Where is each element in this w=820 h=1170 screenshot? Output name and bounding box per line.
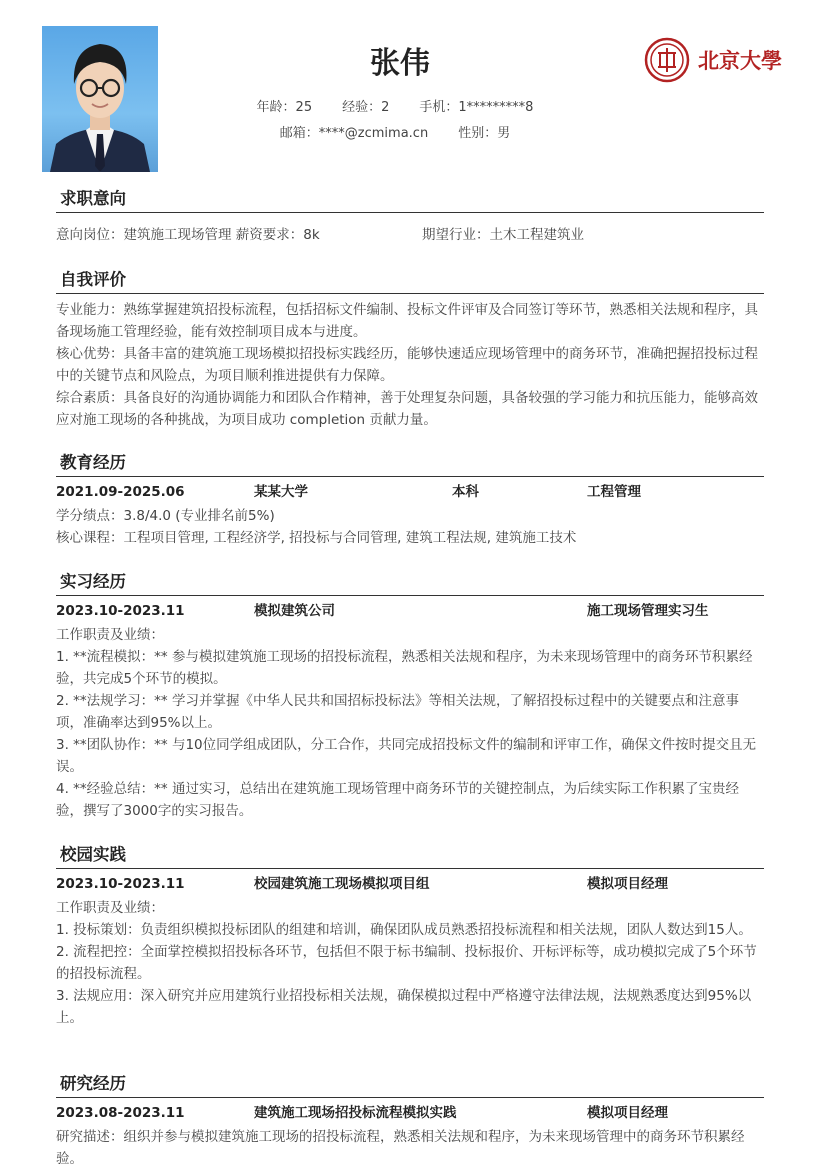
- education-period: 2021.09-2025.06: [56, 484, 185, 500]
- self-eval-paragraph: 核心优势：具备丰富的建筑施工现场模拟招投标实践经历，能够快速适应现场管理中的商务环节，准确把握招投标过程中的关键节点和风险点，为项目顺利推进提供有力保障。: [56, 346, 758, 384]
- research-project: 建筑施工现场招投标流程模拟实践: [254, 1105, 457, 1121]
- experience-label: 经验：: [342, 100, 382, 115]
- internship-role: 施工现场管理实习生: [587, 603, 709, 619]
- education-courses: 核心课程：工程项目管理, 工程经济学, 招投标与合同管理, 建筑工程法规, 建筑施工技术: [56, 530, 577, 546]
- campus-entry-header: [56, 872, 764, 896]
- campus-line: 1. 投标策划：负责组织模拟投标团队的组建和培训，确保团队成员熟悉招投标流程和相关法规，团队人数达到15人。: [56, 922, 752, 938]
- age-value: 25: [295, 100, 313, 115]
- candidate-name: 张伟: [370, 46, 430, 81]
- email-value: ****@zcmima.cn: [318, 126, 429, 141]
- self-eval-paragraph: 专业能力：熟练掌握建筑招投标流程，包括招标文件编制、投标文件评审及合同签订等环节，熟悉相关法规和程序，具备现场施工管理经验，能有效控制项目成本与进度。: [56, 302, 758, 340]
- internship-company: 模拟建筑公司: [254, 603, 335, 619]
- campus-line: 3. 法规应用：深入研究并应用建筑行业招投标相关法规，确保模拟过程中严格遵守法律法规，法规熟悉度达到95%以上。: [56, 988, 752, 1026]
- self-eval-paragraph: 综合素质：具备良好的沟通协调能力和团队合作精神，善于处理复杂问题，具备较强的学习能力和抗压能力，能够高效应对施工现场的各种挑战，为项目成功 completion 贡献力量。: [56, 390, 758, 428]
- campus-line: 2. 流程把控：全面掌控模拟招投标各环节，包括但不限于标书编制、投标报价、开标评标等，成功模拟完成了5个环节的招投标流程。: [56, 944, 757, 982]
- research-section: [56, 1072, 764, 1170]
- education-section: [56, 451, 764, 549]
- intent-position-salary: 意向岗位：建筑施工现场管理 薪资要求：8k: [56, 227, 320, 243]
- internship-title: 实习经历: [56, 570, 764, 596]
- self-evaluation-title: 自我评价: [56, 268, 764, 294]
- education-details: [56, 505, 764, 549]
- gender-value: 男: [497, 126, 511, 141]
- job-intent-row: [56, 224, 764, 246]
- self-evaluation-body: [56, 299, 764, 431]
- gender-label: 性别：: [458, 126, 498, 141]
- job-intent-title: 求职意向: [56, 187, 764, 213]
- basic-info-line-1: [0, 96, 790, 115]
- phone-label: 手机：: [419, 100, 459, 115]
- research-role: 模拟项目经理: [587, 1105, 668, 1121]
- university-seal-icon: [644, 36, 794, 86]
- internship-line: 2. **法规学习：** 学习并掌握《中华人民共和国招标投标法》等相关法规，了解招投标过程中的关键要点和注意事项，准确率达到95%以上。: [56, 693, 739, 731]
- education-school: 某某大学: [254, 484, 308, 500]
- internship-section: [56, 570, 764, 822]
- education-degree: 本科: [452, 484, 479, 500]
- research-entry-header: [56, 1101, 764, 1125]
- logo-text: 北京大學: [698, 48, 782, 73]
- research-details: [56, 1126, 764, 1170]
- campus-details: [56, 897, 764, 1029]
- education-title: 教育经历: [56, 451, 764, 477]
- basic-info-line-2: [0, 122, 790, 141]
- internship-line: 3. **团队协作：** 与10位同学组成团队，分工合作，共同完成招投标文件的编制和评审工作，确保文件按时提交且无误。: [56, 737, 757, 775]
- internship-entry-header: [56, 599, 764, 623]
- phone-value: 1*********8: [458, 100, 534, 115]
- email-label: 邮箱：: [279, 126, 319, 141]
- campus-organization: 校园建筑施工现场模拟项目组: [254, 876, 430, 892]
- university-logo: [644, 36, 794, 86]
- education-major: 工程管理: [587, 484, 641, 500]
- internship-line: 4. **经验总结：** 通过实习，总结出在建筑施工现场管理中商务环节的关键控制点，为后续实际工作积累了宝贵经验，撰写了3000字的实习报告。: [56, 781, 739, 819]
- internship-line: 工作职责及业绩：: [56, 627, 164, 643]
- research-title: 研究经历: [56, 1072, 764, 1098]
- internship-period: 2023.10-2023.11: [56, 603, 185, 619]
- self-evaluation-section: [56, 268, 764, 431]
- experience-value: 2: [381, 100, 390, 115]
- campus-line: 工作职责及业绩：: [56, 900, 164, 916]
- job-intent-section: [56, 187, 764, 246]
- campus-role: 模拟项目经理: [587, 876, 668, 892]
- internship-details: [56, 624, 764, 822]
- campus-practice-title: 校园实践: [56, 843, 764, 869]
- research-line: 研究描述：组织并参与模拟建筑施工现场的招投标流程，熟悉相关法规和程序，为未来现场管理中的商务环节积累经验。: [56, 1129, 745, 1167]
- research-period: 2023.08-2023.11: [56, 1105, 185, 1121]
- campus-period: 2023.10-2023.11: [56, 876, 185, 892]
- campus-practice-section: [56, 843, 764, 1029]
- education-entry-header: [56, 480, 764, 504]
- age-label: 年龄：: [256, 100, 296, 115]
- internship-line: 1. **流程模拟：** 参与模拟建筑施工现场的招投标流程，熟悉相关法规和程序，为未来现场管理中的商务环节积累经验，共完成5个环节的模拟。: [56, 649, 753, 687]
- intent-industry: 期望行业：土木工程建筑业: [422, 227, 584, 243]
- education-gpa: 学分绩点：3.8/4.0 (专业排名前5%): [56, 508, 275, 524]
